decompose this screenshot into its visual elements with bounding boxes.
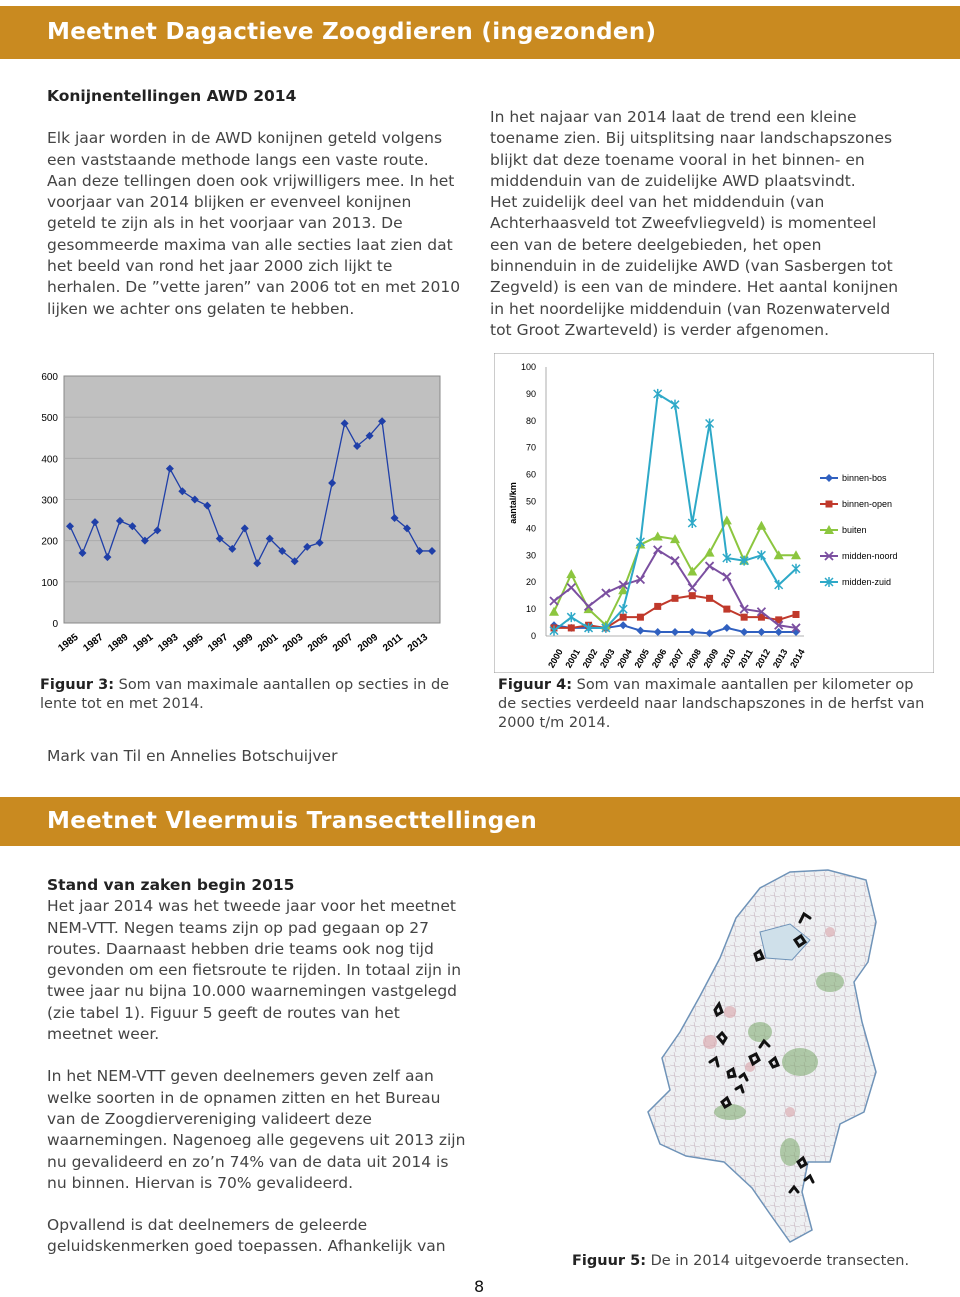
x-tick-label: 1997 [206, 631, 231, 655]
figure-3-caption-text: Som van maximale aantallen op secties in de lente tot en met 2014. [40, 677, 450, 712]
x-tick-label: 2005 [305, 631, 331, 655]
x-tick-label: 2009 [355, 631, 381, 655]
intro-paragraph: Elk jaar worden in de AWD konijnen geteld volgens een vaststaande methode langs een vaste route. Aan deze tellingen doen ook vrijwilligers mee. In het voorjaar van 2014 blijken er evenveel konijnen geteld te zijn als in het voorjaar van 2013. De gesommeerde maxima van alle secties laat zien dat het beeld van rond het jaar 2000 zich lijkt te herhalen. De ”vette jaren” van 2006 tot en met 2010 lijken we achter ons gelaten te hebben. [47, 129, 461, 318]
x-tick-label: 2010 [718, 647, 738, 670]
legend-label: buiten [842, 525, 867, 535]
x-tick-label: 1999 [231, 631, 256, 655]
x-tick-label: 2014 [788, 647, 807, 670]
legend-label: midden-noord [842, 551, 898, 561]
section2-text [47, 875, 467, 1258]
y-tick-label: 600 [41, 372, 58, 383]
x-tick-label: 2013 [770, 647, 790, 670]
x-tick-label: 2011 [736, 647, 755, 670]
right-column-text [490, 107, 910, 341]
data-point [689, 592, 696, 599]
trend-paragraph: In het najaar van 2014 laat de trend een kleine toename zien. Bij uitsplitsing naar landschapszones blijkt dat deze toename vooral in het binnen- en middenduin van de zuidelijke AWD plaatsvindt. [490, 108, 893, 190]
y-tick-label: 70 [525, 442, 536, 453]
x-tick-label: 1989 [106, 631, 131, 655]
y-tick-label: 400 [41, 454, 58, 466]
y-tick-label: 100 [41, 577, 58, 589]
data-point [672, 595, 679, 602]
legend-label: binnen-bos [842, 473, 887, 483]
x-tick-label: 2001 [563, 647, 583, 670]
section-banner: Meetnet Dagactieve Zoogdieren (ingezonden) [0, 6, 960, 59]
x-tick-label: 2013 [405, 631, 431, 655]
subheading: Konijnentellingen AWD 2014 [47, 87, 297, 105]
x-tick-label: 1991 [131, 631, 156, 655]
y-tick-label: 40 [525, 523, 536, 534]
x-tick-label: 1987 [81, 631, 106, 655]
x-tick-label: 2006 [649, 647, 669, 670]
paragraph-1: Het jaar 2014 was het tweede jaar voor het meetnet NEM-VTT. Negen teams zijn op pad gegaan op 27 routes. Daarnaast hebben drie teams ook nog tijd gevonden om een fietsroute te rijden. In totaal zijn in twee jaar nu bijna 10.000 waarnemingen vastgelegd (zie tabel 1). Figuur 5 geeft de routes van het meetnet weer. [47, 897, 462, 1044]
data-point [568, 624, 575, 631]
y-tick-label: 300 [41, 495, 58, 507]
figure-3-chart [32, 355, 472, 665]
page-number: 8 [474, 1277, 485, 1296]
figure-4-label: Figuur 4: [498, 677, 572, 693]
y-tick-label: 30 [525, 550, 536, 561]
figure-4-chart [494, 353, 934, 673]
x-tick-label: 2011 [381, 632, 405, 655]
map-svg [640, 862, 885, 1247]
paragraph-2: In het NEM-VTT geven deelnemers geven zelf aan welke soorten in de opnamen zitten en het Bureau van de Zoogdiervereniging valideert deze waarnemingen. Nagenoeg alle gegevens uit 2013 zijn nu gevalideerd en zo’n 74% van de data uit 2014 is nu binnen. Hiervan is 70% gevalideerd. [47, 1067, 466, 1192]
figure-5-label: Figuur 5: [572, 1253, 646, 1269]
y-tick-label: 500 [41, 413, 58, 425]
data-point [793, 611, 800, 618]
y-tick-label: 50 [525, 496, 536, 507]
y-tick-label: 0 [530, 631, 536, 641]
legend-label: binnen-open [842, 499, 893, 509]
x-tick-label: 2007 [330, 631, 356, 655]
y-tick-label: 60 [525, 469, 536, 480]
x-tick-label: 2000 [546, 647, 565, 670]
x-tick-label: 1995 [181, 631, 206, 655]
data-point [637, 614, 644, 621]
y-axis-label: aantal/km [508, 482, 518, 524]
figure-3-label: Figuur 3: [40, 677, 114, 693]
x-tick-label: 2001 [256, 631, 281, 655]
figure-5-caption [572, 1252, 909, 1271]
authors: Mark van Til en Annelies Botschuijver [47, 747, 338, 765]
data-point [723, 606, 730, 613]
subheading-2: Stand van zaken begin 2015 [47, 876, 295, 894]
figure-3-caption [40, 676, 470, 714]
x-tick-label: 2005 [632, 647, 652, 670]
x-tick-label: 2003 [597, 647, 617, 670]
x-tick-label: 2003 [280, 631, 306, 655]
x-tick-label: 2002 [580, 647, 600, 670]
x-tick-label: 2009 [701, 647, 721, 670]
y-tick-label: 100 [520, 362, 536, 372]
zones-paragraph: Het zuidelijk deel van het middenduin (van Achterhaasveld tot Zweefvliegveld) is momenteel een van de betere deelgebieden, het open binnenduin in de zuidelijke AWD (van Sasbergen tot Zegveld) is een van de mindere. Het aantal konijnen in het noordelijke middenduin (van Rozenwaterveld tot Groot Zwarteveld) is verder afgenomen. [490, 193, 899, 339]
figure-4-caption-text: Som van maximale aantallen per kilometer op de secties verdeeld naar landschapszones in de herfst van 2000 t/m 2014. [498, 677, 925, 731]
figure-5-caption-text: De in 2014 uitgevoerde transecten. [646, 1253, 910, 1269]
netherlands-map [640, 862, 885, 1247]
map-land [648, 870, 876, 1242]
y-tick-label: 90 [525, 388, 536, 399]
y-tick-label: 20 [525, 577, 536, 588]
x-tick-label: 1993 [156, 631, 181, 655]
x-tick-label: 2007 [667, 647, 686, 670]
paragraph-3: Opvallend is dat deelnemers de geleerde geluidskenmerken goed toepassen. Afhankelijk van [47, 1216, 446, 1256]
x-tick-label: 2008 [684, 647, 704, 670]
left-column-text [47, 86, 462, 320]
section-banner-2: Meetnet Vleermuis Transecttellingen [0, 797, 960, 846]
figure-4-svg [494, 353, 934, 673]
x-tick-label: 2004 [615, 647, 634, 670]
legend-label: midden-zuid [842, 577, 892, 587]
y-tick-label: 0 [52, 619, 58, 630]
y-tick-label: 80 [525, 415, 536, 426]
data-point [620, 614, 627, 621]
data-point [706, 595, 713, 602]
figure-3-svg [32, 355, 472, 665]
x-tick-label: 1985 [56, 631, 81, 655]
y-tick-label: 200 [41, 536, 58, 548]
legend-marker [826, 501, 833, 508]
data-point [741, 614, 748, 621]
data-point [654, 603, 661, 610]
x-tick-label: 2012 [753, 647, 773, 670]
figure-4-caption [498, 676, 930, 733]
y-tick-label: 10 [525, 604, 536, 615]
